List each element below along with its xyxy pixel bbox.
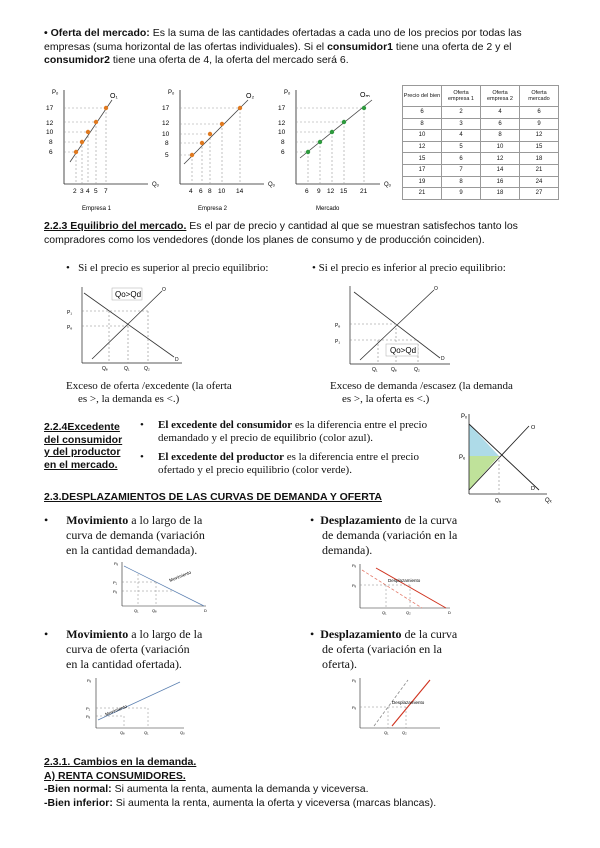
table-cell: 8 <box>403 118 442 130</box>
q-tick: 5 <box>94 188 98 195</box>
table-cell: 6 <box>520 107 559 119</box>
shift-supply-graph <box>350 676 450 740</box>
table-cell: 12 <box>403 141 442 153</box>
p-axis-label: Pₓ <box>461 414 467 420</box>
graph-caption: Empresa 1 <box>82 206 112 212</box>
consumer2-term: consumidor2 <box>44 54 110 66</box>
table-cell: 7 <box>442 164 481 176</box>
price-tick: 8 <box>165 140 169 147</box>
table-header-cell: Oferta empresa 1 <box>442 86 481 107</box>
data-point <box>104 106 108 110</box>
p1-label: P₁ <box>67 310 73 316</box>
q-tick: 12 <box>327 188 335 195</box>
q-tick: 10 <box>218 188 226 195</box>
p-axis-label: Pₑ <box>352 678 357 683</box>
table-cell: 19 <box>403 176 442 188</box>
table-cell: 9 <box>442 188 481 200</box>
q-label: Q₁ <box>384 730 389 735</box>
table-header-cell: Oferta mercado <box>520 86 559 107</box>
consumer-surplus-term: El excedente del consumidor <box>158 419 293 431</box>
movement-supply-text: • Movimiento a lo largo de la curva de oferta (variación en la cantidad ofertada). <box>44 627 203 671</box>
shift-text: de demanda (variación en la <box>322 528 458 542</box>
curve-label: O₁ <box>110 93 118 100</box>
demand-changes-heading: 2.3.1. Cambios en la demanda. <box>44 756 197 768</box>
q-label: Q₁ <box>124 366 130 372</box>
q-tick: 4 <box>189 188 193 195</box>
movement-text: curva de oferta (variación <box>66 642 190 656</box>
table-cell: 18 <box>481 188 520 200</box>
movement-label: Movimiento <box>168 569 192 583</box>
d-label: D <box>448 610 451 615</box>
q-label: Qₑ <box>120 730 125 735</box>
surplus-bullet-2: • El excedente del productor es la diferencia entre el precio ofertado y el precio equilibrio (color verde). <box>140 451 419 476</box>
o-label: O <box>434 286 438 292</box>
q-label: Qₑ <box>102 366 108 372</box>
surplus-heading-line: y del productor <box>44 446 121 458</box>
data-point <box>342 120 346 124</box>
d-label: D <box>531 486 535 492</box>
table-cell: 2 <box>442 107 481 119</box>
price-tick: 5 <box>165 152 169 159</box>
data-point <box>200 141 204 145</box>
data-point <box>190 153 194 157</box>
q-label: Q₁ <box>372 367 378 373</box>
graph-mercado <box>278 90 392 212</box>
table-cell: 4 <box>442 130 481 142</box>
supply-graphs <box>40 82 390 212</box>
normal-good-term: -Bien normal: <box>44 783 112 795</box>
shift-term: Desplazamiento <box>320 513 402 527</box>
table-cell: 8 <box>442 176 481 188</box>
price-tick: 10 <box>46 129 54 136</box>
pe-label: Pₑ <box>352 705 357 710</box>
bullet-right-text: Si el precio es inferior al precio equilibrio: <box>318 262 506 274</box>
price-tick: 8 <box>49 139 53 146</box>
shift-text: demanda). <box>322 543 373 557</box>
movement-supply-graph <box>84 676 194 740</box>
caption-right-line1: Exceso de demanda /escasez (la demanda <box>330 380 513 392</box>
movement-term: Movimiento <box>66 627 129 641</box>
price-tick: 10 <box>278 129 286 136</box>
inferior-good-term: -Bien inferior: <box>44 796 113 809</box>
surplus-heading <box>44 421 122 471</box>
price-tick: 8 <box>281 139 285 146</box>
pe-label: Pₑ <box>335 323 341 329</box>
q-label: Qₑ <box>391 367 397 373</box>
table-cell: 12 <box>481 153 520 165</box>
data-point <box>362 106 366 110</box>
table-cell: 8 <box>481 130 520 142</box>
table-cell: 14 <box>481 164 520 176</box>
shift-text: de oferta (variación en la <box>322 642 442 656</box>
shift-text: oferta). <box>322 657 357 671</box>
table-header-cell: Oferta empresa 2 <box>481 86 520 107</box>
caption-right-line2: es >, la oferta es <.) <box>342 393 430 405</box>
data-point <box>330 130 334 134</box>
price-tick: 12 <box>46 120 54 127</box>
graph-empresa-2 <box>162 90 276 212</box>
q-label: Qₑ <box>152 608 157 613</box>
data-point <box>80 140 84 144</box>
caption-left-line2: es >, la demanda es <.) <box>78 393 180 405</box>
table-cell: 6 <box>442 153 481 165</box>
pe-label: Pₑ <box>352 583 357 588</box>
qe-label: Qₑ <box>495 498 501 504</box>
pe-label: Pₑ <box>67 325 73 331</box>
table-cell: 16 <box>481 176 520 188</box>
p-axis-label: Pₑ <box>352 563 357 568</box>
p-axis-label: Pₒ <box>52 90 59 96</box>
p1-label: P₁ <box>113 580 118 585</box>
table-cell: 10 <box>403 130 442 142</box>
surplus-graph <box>455 410 555 504</box>
d-label: D <box>175 357 179 363</box>
table-cell: 6 <box>481 118 520 130</box>
surplus-heading-line: 2.2.4Excedente <box>44 421 120 433</box>
shift-text: de la curva <box>401 513 458 527</box>
table-cell: 24 <box>520 176 559 188</box>
price-tick: 10 <box>162 131 170 138</box>
q-tick: 7 <box>104 188 108 195</box>
table-cell: 10 <box>481 141 520 153</box>
supply-table-wrapper <box>402 85 559 200</box>
price-tick: 17 <box>46 105 54 112</box>
table-cell: 5 <box>442 141 481 153</box>
q-axis-label: Qₒ <box>180 730 185 735</box>
movement-text: curva de demanda (variación <box>66 528 205 542</box>
table-row <box>403 164 559 176</box>
q-tick: 21 <box>360 188 368 195</box>
movement-text: a lo largo de la <box>128 513 203 527</box>
demand-curve-shifted <box>376 568 446 608</box>
p-axis-label: Pₒ <box>168 90 175 96</box>
data-point <box>318 140 322 144</box>
d-label: D <box>204 608 207 613</box>
q-tick: 2 <box>73 188 77 195</box>
excess-box-label: Qo>Qd <box>115 290 142 299</box>
o-label: O <box>162 287 166 293</box>
table-header-cell: Precio del bien <box>403 86 442 107</box>
producer-surplus-text: es la diferencia entre el precio ofertado y el precio equilibrio (color verde). <box>158 451 419 476</box>
consumer1-term: consumidor1 <box>327 40 393 53</box>
q-tick: 15 <box>340 188 348 195</box>
demand-curve <box>84 293 174 357</box>
p0-label: Pₑ <box>86 714 91 719</box>
shift-term: Desplazamiento <box>320 627 402 641</box>
movement-demand-text: • Movimiento a lo largo de la curva de demanda (variación en la cantidad demandada). <box>44 513 205 557</box>
table-row <box>403 118 559 130</box>
shift-label: Desplazamiento <box>392 700 425 705</box>
graph-caption: Empresa 2 <box>198 206 228 212</box>
movement-term: Movimiento <box>66 513 129 527</box>
table-row <box>403 153 559 165</box>
shift-demand-text: • Desplazamiento de la curva de demanda (variación en la demanda). <box>310 513 458 557</box>
q-label: Q₂ <box>402 730 407 735</box>
p-axis-label: Pₑ <box>114 561 119 566</box>
graph-caption: Mercado <box>316 206 340 212</box>
data-point <box>238 106 242 110</box>
q-axis-label: Qₒ <box>384 182 391 188</box>
p0-label: Pₑ <box>113 589 118 594</box>
q-axis-label: Qₒ <box>152 182 159 188</box>
shifts-heading: 2.3.DESPLAZAMIENTOS DE LAS CURVAS DE DEMANDA Y OFERTA <box>44 491 382 503</box>
table-header-row <box>403 86 559 107</box>
market-supply-label: • Oferta del mercado: <box>44 27 150 39</box>
shift-text: de la curva <box>401 627 458 641</box>
pe-label: Pₑ <box>459 455 466 461</box>
q-axis-label: Qₓ <box>545 498 552 504</box>
table-cell: 3 <box>442 118 481 130</box>
p1-label: P₁ <box>335 339 341 345</box>
price-tick: 12 <box>162 120 170 127</box>
movement-label: Movimiento <box>104 703 128 717</box>
equilibrium-text: Es el par de precio y cantidad al que se muestran satisfechos tanto los compradores como los vendedores (donde los planes de consumo y de producción coinciden). <box>44 220 518 246</box>
q-tick: 4 <box>86 188 90 195</box>
table-cell: 9 <box>520 118 559 130</box>
data-point <box>220 122 224 126</box>
data-point <box>74 150 78 154</box>
shift-demand-graph <box>350 562 460 618</box>
q-label: Q₂ <box>406 610 411 615</box>
q-tick: 14 <box>236 188 244 195</box>
market-supply-text-3: tiene una oferta de 4, la oferta del mercado será 6. <box>109 54 349 66</box>
demand-curve <box>124 566 204 606</box>
table-cell: 12 <box>520 130 559 142</box>
demand-changes <box>44 756 564 810</box>
equilibrium-heading: 2.2.3 Equilibrio del mercado. <box>44 220 187 232</box>
table-cell: 15 <box>403 153 442 165</box>
shortage-box-label: Qo>Qd <box>390 346 417 355</box>
supply-curve <box>92 291 162 359</box>
curve-label: O₂ <box>246 93 255 100</box>
o-label: O <box>531 425 536 431</box>
table-row <box>403 130 559 142</box>
table-cell: 6 <box>403 107 442 119</box>
caption-left-line1: Exceso de oferta /excedente (la oferta <box>66 380 232 392</box>
d-label: D <box>441 356 445 362</box>
table-row <box>403 176 559 188</box>
p-axis-label: Pₑ <box>87 678 92 683</box>
bullet-left-text: Si el precio es superior al precio equilibrio: <box>78 262 269 274</box>
q-label: Q₁ <box>144 730 149 735</box>
caption-right <box>330 380 550 406</box>
normal-good-text: Si aumenta la renta, aumenta la demanda y viceversa. <box>111 783 369 795</box>
price-tick: 6 <box>49 149 53 156</box>
supply-table <box>402 85 559 200</box>
movement-text: en la cantidad ofertada). <box>66 657 182 671</box>
data-point <box>306 150 310 154</box>
consumer-surplus-text: es la diferencia entre el precio demandado y el precio de equilibrio (color azul). <box>158 419 428 444</box>
market-supply-text-1: Es la suma de las cantidades ofertadas a cada uno de los precios por todas las empresas (suma horizontal de las ofertas individuales). Si el <box>44 27 522 53</box>
q-tick: 9 <box>317 188 321 195</box>
surplus-bullet-1: • El excedente del consumidor es la diferencia entre el precio demandado y el precio de equilibrio (color azul). <box>140 419 428 444</box>
q-label: Q₂ <box>414 367 420 373</box>
table-cell: 21 <box>520 164 559 176</box>
market-supply-text-2: tiene una oferta de 2 y el <box>393 40 512 53</box>
price-tick: 12 <box>278 120 286 127</box>
table-cell: 18 <box>520 153 559 165</box>
movement-text: en la cantidad demandada). <box>66 543 198 557</box>
bullet-right: • Si el precio es inferior al precio equilibrio: <box>312 262 506 274</box>
price-tick: 17 <box>278 105 286 112</box>
q-label: Q₁ <box>134 608 139 613</box>
producer-surplus-term: El excedente del productor <box>158 451 284 463</box>
q-tick: 3 <box>80 188 84 195</box>
q-tick: 8 <box>208 188 212 195</box>
table-cell: 15 <box>520 141 559 153</box>
surplus-heading-line: del consumidor <box>44 433 123 446</box>
q-label: Q₁ <box>382 610 387 615</box>
excess-demand-graph <box>330 282 460 374</box>
demand-changes-subheading: A) RENTA CONSUMIDORES. <box>44 769 186 782</box>
table-row <box>403 141 559 153</box>
price-tick: 17 <box>162 105 170 112</box>
table-row <box>403 188 559 200</box>
inferior-good-text: Si aumenta la renta, aumenta la oferta y viceversa (marcas blancas). <box>112 796 437 809</box>
q-tick: 6 <box>305 188 309 195</box>
p1-label: P₁ <box>86 706 91 711</box>
surplus-heading-line: en el mercado. <box>44 458 118 471</box>
data-point <box>86 130 90 134</box>
table-row <box>403 107 559 119</box>
movement-text: a lo largo de la <box>128 627 203 641</box>
table-cell: 4 <box>481 107 520 119</box>
curve-label: Oₘ <box>360 92 370 99</box>
q-tick: 6 <box>199 188 203 195</box>
shift-supply-text: • Desplazamiento de la curva de oferta (variación en la oferta). <box>310 627 458 671</box>
p-axis-label: Pₒ <box>284 90 291 96</box>
data-point <box>208 132 212 136</box>
bullet-left: • Si el precio es superior al precio equilibrio: <box>66 262 269 274</box>
table-cell: 17 <box>403 164 442 176</box>
market-supply-paragraph <box>44 27 564 68</box>
table-cell: 21 <box>403 188 442 200</box>
q-axis-label: Qₒ <box>268 182 275 188</box>
table-cell: 27 <box>520 188 559 200</box>
caption-left <box>66 380 266 406</box>
equilibrium-paragraph <box>44 220 564 247</box>
data-point <box>94 120 98 124</box>
price-tick: 6 <box>281 149 285 156</box>
q-label: Q₂ <box>144 366 150 372</box>
excess-supply-graph <box>62 283 192 373</box>
shift-label: Desplazamiento <box>388 578 421 583</box>
graph-empresa-1 <box>46 90 160 212</box>
movement-demand-graph <box>112 560 212 616</box>
